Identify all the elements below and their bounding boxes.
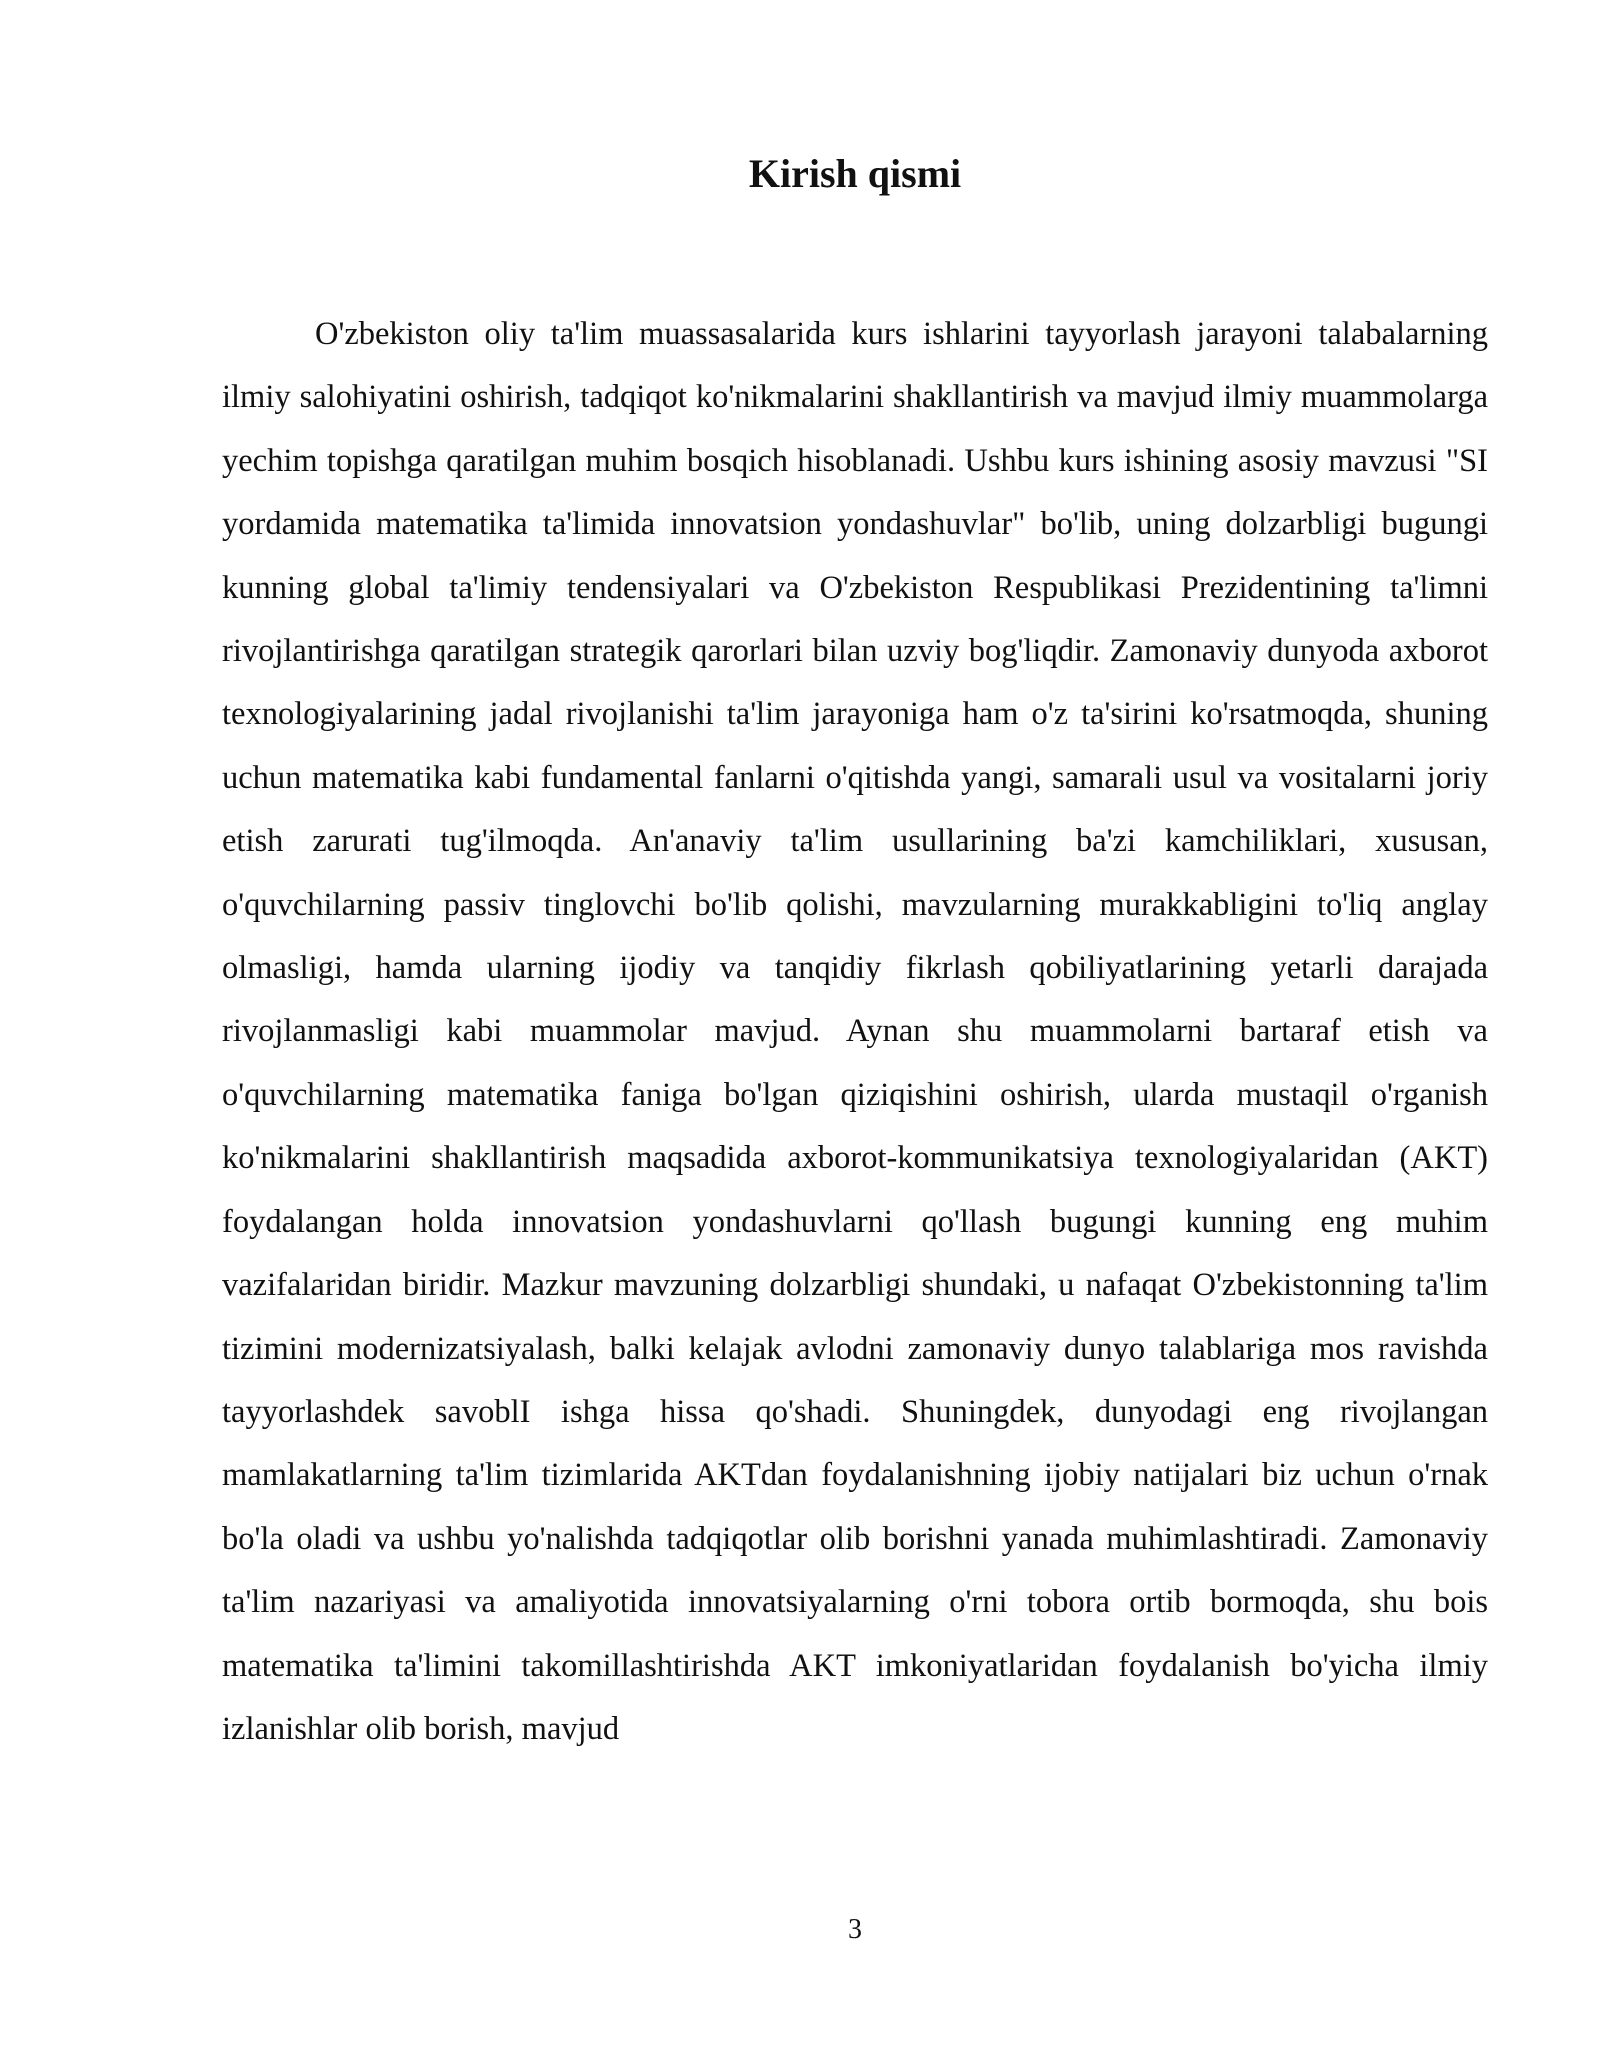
page-number: 3	[848, 1914, 862, 1945]
title-container	[222, 146, 1488, 202]
page-title: Kirish qismi	[748, 151, 962, 196]
body-paragraph: O'zbekiston oliy ta'lim muassasalarida kurs ishlarini tayyorlash jarayoni talabalarning ilmiy salohiyatini oshirish, tadqiqot ko'nikmalarini shakllantirish va mavjud ilmiy muammolarga yechim topishga qaratilgan muhim bosqich hisoblanadi. Ushbu kurs ishining asosiy mavzusi "SI yordamida matematika ta'limida innovatsion yondashuvlar" bo'lib, uning dolzarbligi bugungi kunning global ta'limiy tendensiyalari va O'zbekiston Respublikasi Prezidentining ta'limni rivojlantirishga qaratilgan strategik qarorlari bilan uzviy bog'liqdir. Zamonaviy dunyoda axborot texnologiyalarining jadal rivojlanishi ta'lim jarayoniga ham o'z ta'sirini ko'rsatmoqda, shuning uchun matematika kabi fundamental fanlarni o'qitishda yangi, samarali usul va vositalarni joriy etish zarurati tug'ilmoqda. An'anaviy ta'lim usullarining ba'zi kamchiliklari, xususan, o'quvchilarning passiv tinglovchi bo'lib qolishi, mavzularning murakkabligini to'liq anglay olmasligi, hamda ularning ijodiy va tanqidiy fikrlash qobiliyatlarining yetarli darajada rivojlanmasligi kabi muammolar mavjud. Aynan shu muammolarni bartaraf etish va o'quvchilarning matematika faniga bo'lgan qiziqishini oshirish, ularda mustaqil o'rganish ko'nikmalarini shakllantirish maqsadida axborot-kommunikatsiya texnologiyalaridan (AKT) foydalangan holda innovatsion yondashuvlarni qo'llash bugungi kunning eng muhim vazifalaridan biridir. Mazkur mavzuning dolzarbligi shundaki, u nafaqat O'zbekistonning ta'lim tizimini modernizatsiyalash, balki kelajak avlodni zamonaviy dunyo talablariga mos ravishda tayyorlashdek savoblI ishga hissa qo'shadi. Shuningdek, dunyodagi eng rivojlangan mamlakatlarning ta'lim tizimlarida AKTdan foydalanishning ijobiy natijalari biz uchun o'rnak bo'la oladi va ushbu yo'nalishda tadqiqotlar olib borishni yanada muhimlashtiradi. Zamonaviy ta'lim nazariyasi va amaliyotida innovatsiyalarning o'rni tobora ortib bormoqda, shu bois matematika ta'limini takomillashtirishda AKT imkoniyatlaridan foydalanish bo'yicha ilmiy izlanishlar olib borish, mavjud	[222, 316, 1488, 1747]
